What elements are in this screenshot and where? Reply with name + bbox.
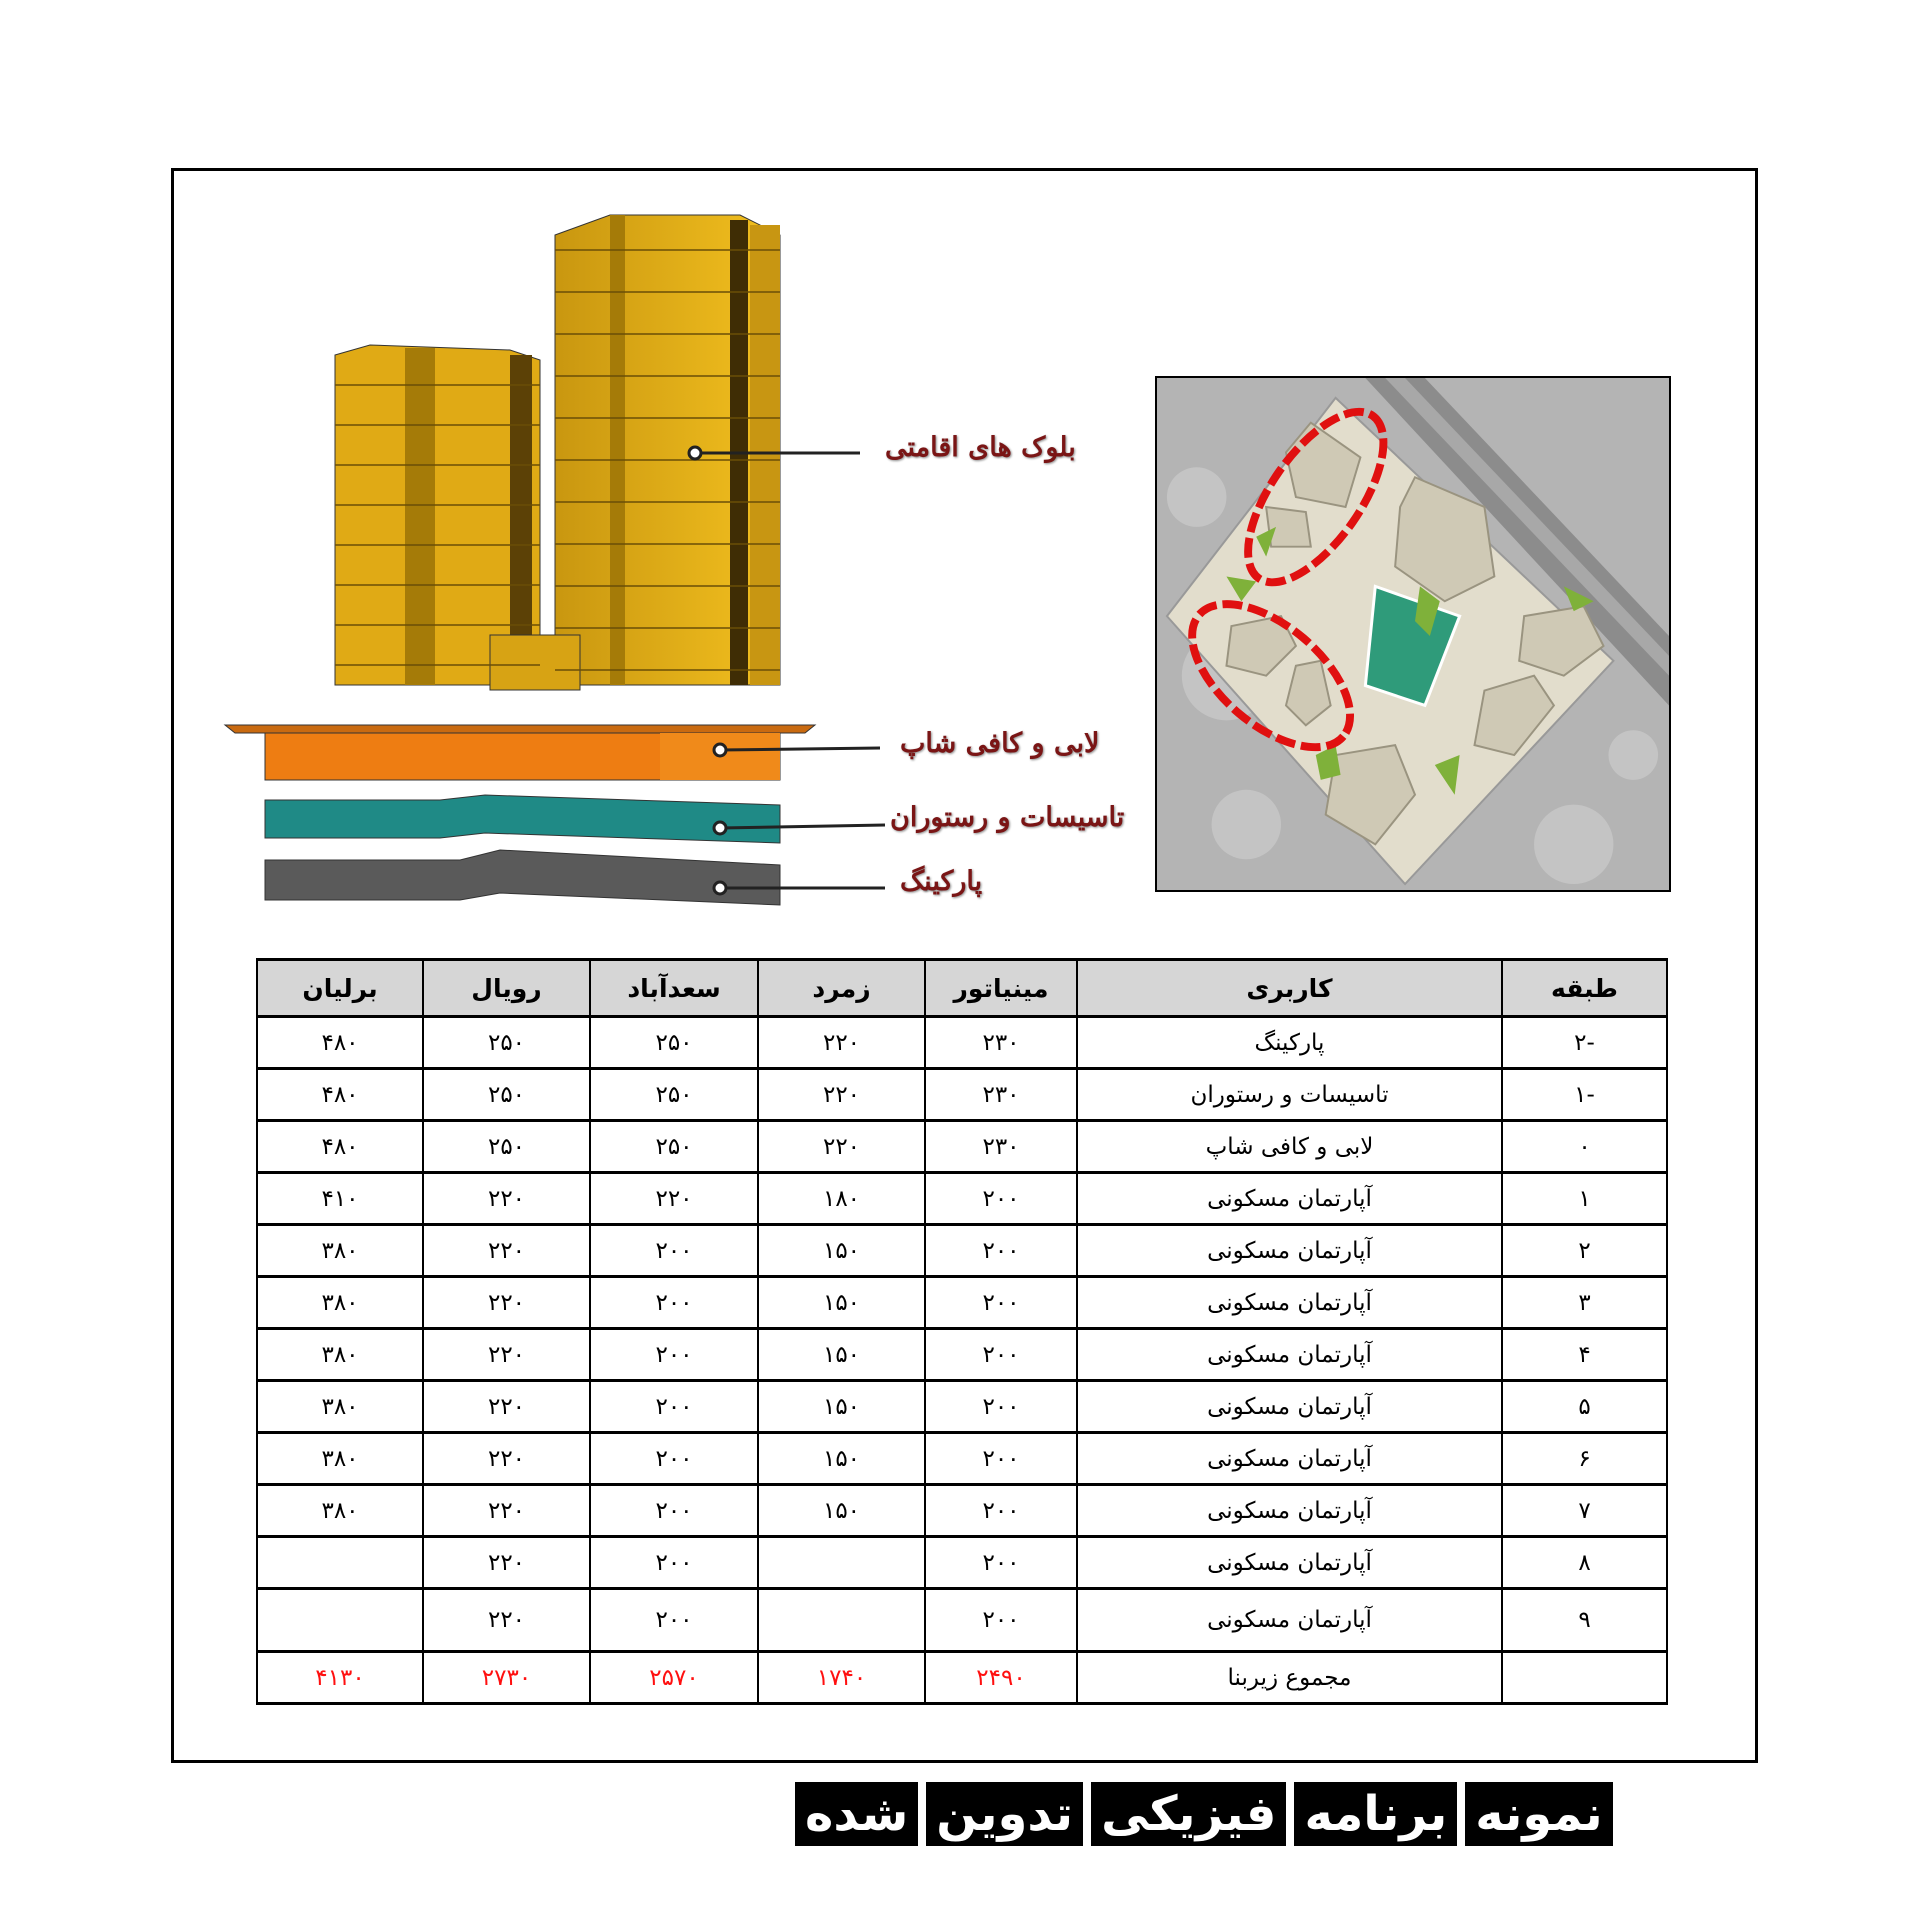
usage-cell: آپارتمان مسکونی xyxy=(1077,1225,1502,1277)
area-cell: ۲۲۰ xyxy=(423,1277,590,1329)
area-cell: ۲۰۰ xyxy=(925,1537,1077,1589)
header-usage: کاربری xyxy=(1077,960,1502,1017)
area-cell: ۲۲۰ xyxy=(423,1433,590,1485)
total-cell xyxy=(1502,1652,1667,1704)
area-cell: ۴۸۰ xyxy=(257,1069,423,1121)
table-row xyxy=(257,1433,1667,1485)
area-cell: ۲۲۰ xyxy=(758,1069,925,1121)
header-miniator: مینیاتور xyxy=(925,960,1077,1017)
area-cell: ۲۲۰ xyxy=(423,1485,590,1537)
usage-cell: آپارتمان مسکونی xyxy=(1077,1485,1502,1537)
area-cell: ۳۸۰ xyxy=(257,1329,423,1381)
floor-cell: -۱ xyxy=(1502,1069,1667,1121)
floor-cell: ۹ xyxy=(1502,1589,1667,1652)
area-cell: ۲۰۰ xyxy=(925,1381,1077,1433)
header-saadabad: سعدآباد xyxy=(590,960,758,1017)
area-cell: ۳۸۰ xyxy=(257,1277,423,1329)
total-cell: ۴۱۳۰ xyxy=(257,1652,423,1704)
table-header-row xyxy=(257,960,1667,1017)
area-cell: ۲۰۰ xyxy=(925,1277,1077,1329)
floor-cell: ۰ xyxy=(1502,1121,1667,1173)
usage-cell: آپارتمان مسکونی xyxy=(1077,1589,1502,1652)
table-row xyxy=(257,1017,1667,1069)
header-zomorrod: زمرد xyxy=(758,960,925,1017)
total-cell: ۲۵۷۰ xyxy=(590,1652,758,1704)
table-row xyxy=(257,1225,1667,1277)
area-cell: ۲۲۰ xyxy=(423,1537,590,1589)
area-cell: ۲۵۰ xyxy=(590,1121,758,1173)
usage-cell: آپارتمان مسکونی xyxy=(1077,1433,1502,1485)
area-cell: ۳۸۰ xyxy=(257,1381,423,1433)
table-row xyxy=(257,1329,1667,1381)
area-cell: ۱۵۰ xyxy=(758,1381,925,1433)
table-row xyxy=(257,1537,1667,1589)
area-cell: ۲۵۰ xyxy=(423,1121,590,1173)
tower-podium xyxy=(490,635,580,690)
floor-cell: ۵ xyxy=(1502,1381,1667,1433)
area-cell: ۲۵۰ xyxy=(423,1069,590,1121)
table-row xyxy=(257,1381,1667,1433)
floor-cell: ۷ xyxy=(1502,1485,1667,1537)
area-cell: ۲۳۰ xyxy=(925,1017,1077,1069)
area-cell: ۱۵۰ xyxy=(758,1225,925,1277)
area-cell: ۲۲۰ xyxy=(423,1589,590,1652)
title-word: فیزیکی xyxy=(1091,1782,1286,1846)
header-berlian: برلیان xyxy=(257,960,423,1017)
area-cell: ۲۰۰ xyxy=(925,1485,1077,1537)
table-row xyxy=(257,1589,1667,1652)
table-row xyxy=(257,1277,1667,1329)
area-cell: ۴۸۰ xyxy=(257,1017,423,1069)
area-cell: ۳۸۰ xyxy=(257,1433,423,1485)
area-cell: ۲۲۰ xyxy=(423,1329,590,1381)
area-cell: ۲۰۰ xyxy=(590,1277,758,1329)
label-facilities: تاسیسات و رستوران xyxy=(890,802,1125,833)
area-cell: ۲۳۰ xyxy=(925,1069,1077,1121)
area-cell: ۲۰۰ xyxy=(925,1329,1077,1381)
usage-cell: آپارتمان مسکونی xyxy=(1077,1537,1502,1589)
area-cell xyxy=(257,1537,423,1589)
area-cell: ۲۰۰ xyxy=(590,1433,758,1485)
usage-cell: تاسیسات و رستوران xyxy=(1077,1069,1502,1121)
title-word: تدوین xyxy=(926,1782,1083,1846)
area-cell: ۲۰۰ xyxy=(590,1537,758,1589)
label-parking: پارکینگ xyxy=(900,866,983,897)
area-cell: ۲۰۰ xyxy=(590,1589,758,1652)
area-cell: ۲۰۰ xyxy=(590,1381,758,1433)
area-cell: ۲۲۰ xyxy=(758,1017,925,1069)
area-cell xyxy=(758,1537,925,1589)
area-cell: ۱۸۰ xyxy=(758,1173,925,1225)
front-tower xyxy=(555,215,780,685)
total-cell: ۱۷۴۰ xyxy=(758,1652,925,1704)
area-cell: ۳۸۰ xyxy=(257,1485,423,1537)
usage-cell: پارکینگ xyxy=(1077,1017,1502,1069)
area-cell: ۲۰۰ xyxy=(590,1225,758,1277)
total-cell: ۲۴۹۰ xyxy=(925,1652,1077,1704)
table-row xyxy=(257,1173,1667,1225)
area-cell: ۲۰۰ xyxy=(925,1589,1077,1652)
area-cell xyxy=(758,1589,925,1652)
label-lobby: لابی و کافی شاپ xyxy=(900,728,1100,759)
area-cell: ۲۰۰ xyxy=(925,1433,1077,1485)
area-cell: ۲۰۰ xyxy=(925,1225,1077,1277)
area-cell: ۲۲۰ xyxy=(758,1121,925,1173)
total-row xyxy=(257,1652,1667,1704)
header-floor: طبقه xyxy=(1502,960,1667,1017)
usage-cell: لابی و کافی شاپ xyxy=(1077,1121,1502,1173)
site-plan xyxy=(1155,376,1671,892)
program-table xyxy=(256,958,1668,1705)
floor-cell: -۲ xyxy=(1502,1017,1667,1069)
area-cell: ۳۸۰ xyxy=(257,1225,423,1277)
area-cell: ۲۵۰ xyxy=(590,1017,758,1069)
floor-cell: ۸ xyxy=(1502,1537,1667,1589)
title-word: برنامه xyxy=(1294,1782,1457,1846)
area-cell: ۲۰۰ xyxy=(925,1173,1077,1225)
table-row xyxy=(257,1485,1667,1537)
area-cell: ۲۲۰ xyxy=(423,1225,590,1277)
area-cell: ۱۵۰ xyxy=(758,1277,925,1329)
area-cell: ۲۵۰ xyxy=(590,1069,758,1121)
header-royal: رویال xyxy=(423,960,590,1017)
area-cell: ۲۳۰ xyxy=(925,1121,1077,1173)
usage-cell: آپارتمان مسکونی xyxy=(1077,1381,1502,1433)
area-cell: ۴۱۰ xyxy=(257,1173,423,1225)
floor-cell: ۲ xyxy=(1502,1225,1667,1277)
area-cell: ۲۰۰ xyxy=(590,1329,758,1381)
area-cell: ۴۸۰ xyxy=(257,1121,423,1173)
title-word: نمونه xyxy=(1465,1782,1612,1846)
floor-cell: ۶ xyxy=(1502,1433,1667,1485)
total-cell: ۲۷۳۰ xyxy=(423,1652,590,1704)
area-cell: ۲۲۰ xyxy=(423,1173,590,1225)
facilities-slab xyxy=(265,795,780,843)
usage-cell: آپارتمان مسکونی xyxy=(1077,1277,1502,1329)
table-row xyxy=(257,1121,1667,1173)
page-title xyxy=(795,1782,1613,1846)
usage-cell: آپارتمان مسکونی xyxy=(1077,1173,1502,1225)
area-cell: ۲۰۰ xyxy=(590,1485,758,1537)
area-cell xyxy=(257,1589,423,1652)
floor-cell: ۱ xyxy=(1502,1173,1667,1225)
table-row xyxy=(257,1069,1667,1121)
parking-slab xyxy=(265,850,780,905)
usage-cell: آپارتمان مسکونی xyxy=(1077,1329,1502,1381)
floor-cell: ۳ xyxy=(1502,1277,1667,1329)
floor-cell: ۴ xyxy=(1502,1329,1667,1381)
total-label: مجموع زیربنا xyxy=(1077,1652,1502,1704)
area-cell: ۲۵۰ xyxy=(423,1017,590,1069)
title-word: شده xyxy=(795,1782,918,1846)
area-cell: ۱۵۰ xyxy=(758,1485,925,1537)
back-tower xyxy=(335,345,540,685)
area-cell: ۲۲۰ xyxy=(423,1381,590,1433)
area-cell: ۲۲۰ xyxy=(590,1173,758,1225)
area-cell: ۱۵۰ xyxy=(758,1433,925,1485)
label-residential: بلوک های اقامتی xyxy=(885,432,1076,463)
area-cell: ۱۵۰ xyxy=(758,1329,925,1381)
